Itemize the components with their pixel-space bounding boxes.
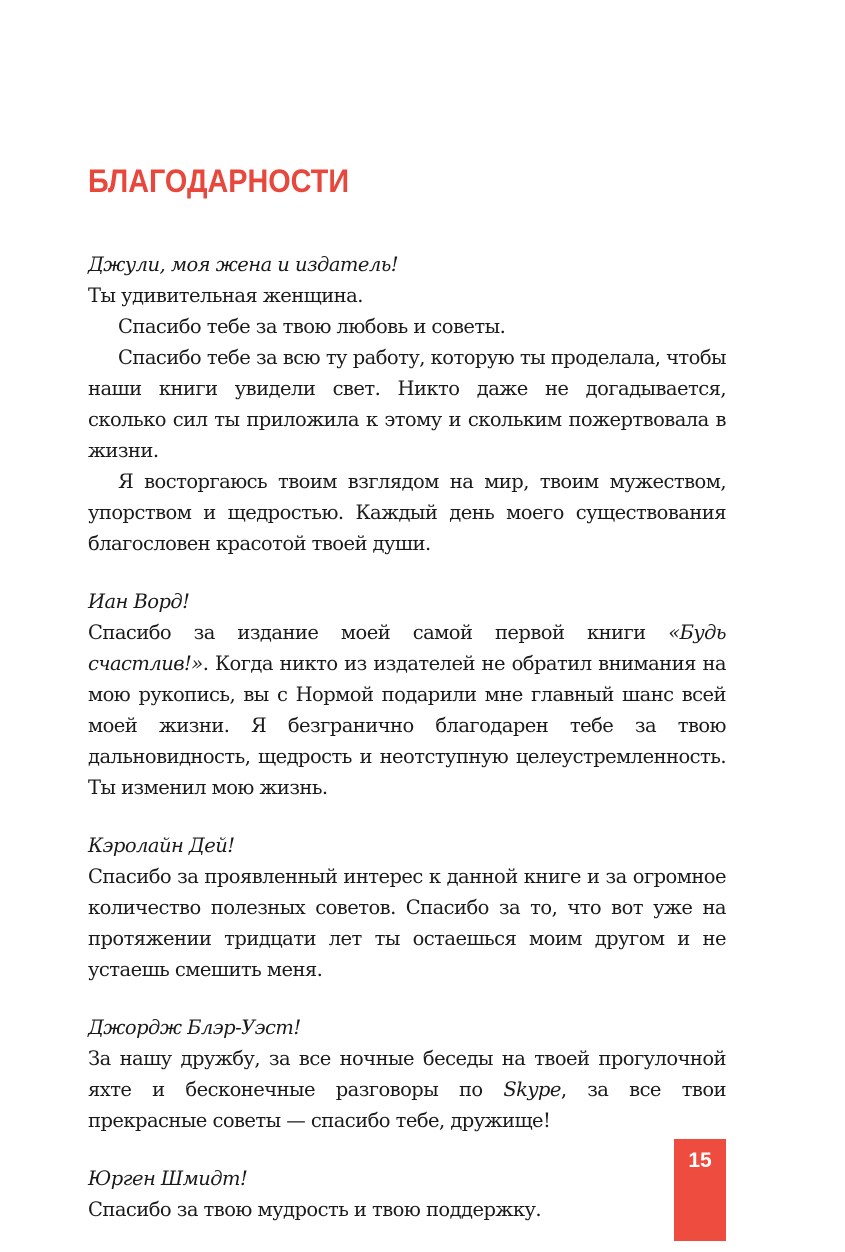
paragraph: Спасибо за твою мудрость и твою поддержку. (88, 1198, 542, 1221)
addressee-jurgen: Юрген Шмидт! (88, 1167, 248, 1190)
paragraph (88, 1043, 726, 1136)
page-number: 15 (688, 1149, 712, 1172)
paragraph: Я восторгаюсь твоим взглядом на мир, твоим мужеством, упорством и щедростью. Каждый день моего существования благословен красотой твоей души. (88, 470, 726, 555)
paragraph (88, 617, 726, 803)
section-george (88, 1012, 726, 1136)
section-jurgen (88, 1163, 726, 1225)
section-ian (88, 586, 726, 803)
page-title: БЛАГОДАРНОСТИ (88, 163, 350, 199)
paragraph-text: Спасибо за издание моей самой первой книги (88, 621, 669, 644)
paragraph: Спасибо тебе за всю ту работу, которую ты проделала, чтобы наши книги увидели свет. Никто даже не догадывается, сколько сил ты приложила к этому и скольким пожертвовала в жизни. (88, 346, 726, 462)
paragraph: Спасибо за проявленный интерес к данной книге и за огромное количество полезных советов. Спасибо за то, что вот уже на протяжении тридцати лет ты остаешься моим другом и не устаешь смешить меня. (88, 865, 726, 981)
section-julie (88, 249, 726, 559)
paragraph-text: , за все твои прекрасные советы — спасибо тебе, дружище! (88, 1078, 726, 1132)
paragraph: Спасибо тебе за твою любовь и советы. (118, 315, 506, 338)
page-number-tab (674, 1139, 726, 1241)
addressee-julie: Джули, моя жена и издатель! (88, 253, 399, 276)
paragraph-text: . Когда никто из издателей не обратил внимания на мою рукопись, вы с Нормой подарили мне главный шанс всей моей жизни. Я безгранично благодарен тебе за твою дальновидность, щедрость и неотступную целеустремленность. Ты изменил мою жизнь. (88, 652, 726, 799)
section-caroline (88, 830, 726, 985)
paragraph-text: За нашу дружбу, за все ночные беседы на твоей прогулочной яхте и бесконечные разговоры по (88, 1047, 726, 1101)
addressee-george: Джордж Блэр-Уэст! (88, 1016, 301, 1039)
book-title: «Будь счастлив!» (88, 621, 726, 675)
skype-name: Skype (503, 1078, 561, 1101)
acknowledgements-body (88, 249, 726, 1252)
addressee-caroline: Кэролайн Дей! (88, 834, 235, 857)
paragraph: Ты удивительная женщина. (88, 284, 363, 307)
addressee-ian: Иан Ворд! (88, 590, 190, 613)
